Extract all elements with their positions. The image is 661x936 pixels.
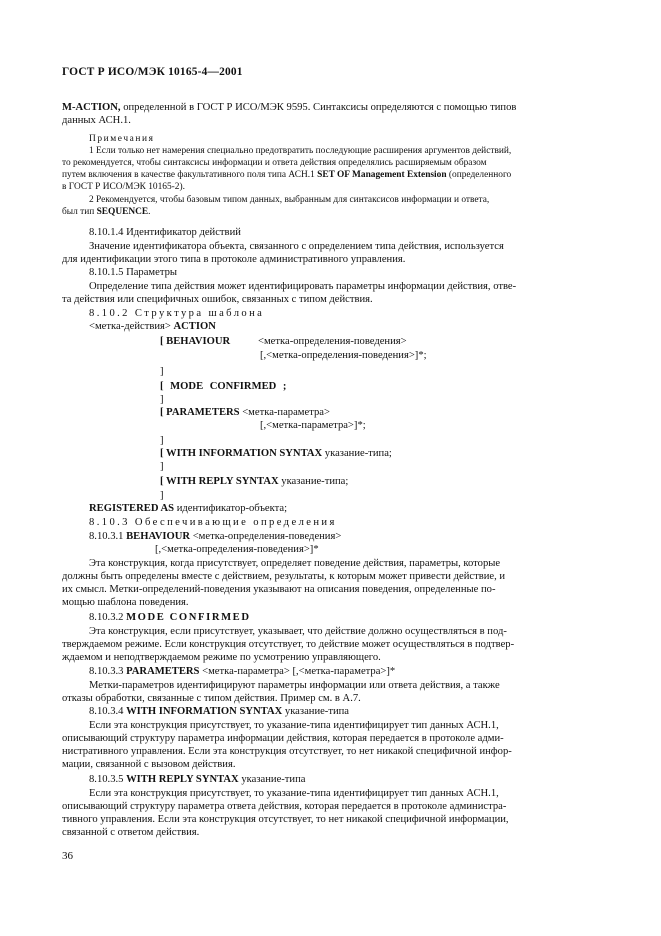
section-value: <метка-определения-поведения> <box>190 531 342 542</box>
keyword-with-information-syntax: WITH INFORMATION SYNTAX <box>126 706 283 717</box>
template-value: указание-типа; <box>322 448 392 459</box>
keyword-parameters: PARAMETERS <box>126 666 200 677</box>
template-registered-as <box>89 502 287 515</box>
section-number: 8.10.3.4 <box>89 706 127 717</box>
keyword-m-action: M-ACTION, <box>62 102 121 113</box>
keyword-with-reply-syntax: [ WITH REPLY SYNTAX <box>160 476 279 487</box>
keyword-sequence: SEQUENCE <box>96 207 149 217</box>
section-8-10-3-1-line-4: мощью шаблона поведения. <box>62 597 189 608</box>
keyword-behaviour: BEHAVIOUR <box>126 531 191 542</box>
template-mode-confirmed: [ MODE CONFIRMED ; <box>160 381 287 392</box>
note-1-line-4: в ГОСТ Р ИСО/МЭК 10165-2). <box>62 182 185 192</box>
note-text: (определенного <box>446 170 512 180</box>
keyword-action: ACTION <box>173 321 216 332</box>
template-behaviour-keyword: [ BEHAVIOUR <box>160 336 231 347</box>
section-8-10-1-4-line-1: Значение идентификатора объекта, связанного с определением типа действия, используется <box>89 241 504 252</box>
keyword-with-information-syntax: [ WITH INFORMATION SYNTAX <box>160 448 323 459</box>
keyword-mode-confirmed: MODE CONFIRMED <box>126 612 251 623</box>
section-number: 8.10.3.5 <box>89 774 127 785</box>
section-8-10-3-4-heading <box>89 705 349 718</box>
section-number: 8.10.3.2 <box>89 612 127 623</box>
section-value: указание-типа <box>238 774 306 785</box>
template-with-information-syntax <box>160 447 392 460</box>
template-value: <метка-параметра> <box>239 407 330 418</box>
template-behaviour-continuation: [,<метка-определения-поведения>]*; <box>260 350 427 361</box>
section-8-10-3-1-line-3: их смысл. Метки-определений-поведения указывают на описания поведения, определенные по- <box>62 584 496 595</box>
note-title: Примечания <box>89 134 155 144</box>
template-bracket-close: ] <box>160 394 164 405</box>
intro-text: определенной в ГОСТ Р ИСО/МЭК 9595. Синтаксисы определяются с помощью типов <box>120 102 517 113</box>
section-value: указание-типа <box>282 706 350 717</box>
template-bracket-close: ] <box>160 366 164 377</box>
template-bracket-close: ] <box>160 435 164 446</box>
note-1-line-2: то рекомендуется, чтобы синтаксисы информации и ответа действия определялись расширяемым образом <box>62 158 487 168</box>
section-8-10-3-5-line-1: Если эта конструкция присутствует, то указание-типа идентифицирует тип данных АСН.1, <box>89 788 499 799</box>
section-8-10-3-5-line-3: тивного управления. Если эта конструкция отсутствует, то нет никакой специфичной информации, <box>62 814 509 825</box>
template-open <box>89 320 216 333</box>
section-number: 8.10.3.3 <box>89 666 127 677</box>
section-8-10-2-heading: 8.10.2 Структура шаблона <box>89 308 265 319</box>
section-8-10-3-3-line-1: Метки-параметров идентифицируют параметры информации или ответа действия, а также <box>89 680 500 691</box>
section-8-10-1-4-heading: 8.10.1.4 Идентификатор действий <box>89 227 241 238</box>
keyword-registered-as: REGISTERED AS <box>89 503 175 514</box>
note-text: был тип <box>62 207 97 217</box>
section-8-10-3-2-heading <box>89 611 251 624</box>
note-2-line-2 <box>62 206 151 219</box>
section-8-10-3-2-line-2: тверждаемом режиме. Если конструкция отсутствует, то действие может осуществляться в подтвер- <box>62 639 515 650</box>
section-8-10-3-1-continuation: [,<метка-определения-поведения>]* <box>155 544 319 555</box>
template-bracket-close: ] <box>160 461 164 472</box>
page-number: 36 <box>62 850 73 862</box>
intro-line-1 <box>62 101 516 114</box>
section-8-10-3-5-line-2: описывающий структуру параметра ответа действия, которая передается в протоколе администра- <box>62 801 507 812</box>
section-value: <метка-параметра> [,<метка-параметра>]* <box>199 666 396 677</box>
page-header-code: ГОСТ Р ИСО/МЭК 10165-4—2001 <box>62 66 243 78</box>
note-2-line-1: 2 Рекомендуется, чтобы базовым типом данных, выбранным для синтаксисов информации и ответа, <box>89 195 490 205</box>
section-8-10-3-2-line-3: ждаемом и неподтверждаемом режиме по усмотрению управляющего. <box>62 652 381 663</box>
section-8-10-3-4-line-3: нистративного управления. Если эта конструкция отсутствует, то нет никакой специфичной инфор- <box>62 746 512 757</box>
section-8-10-3-1-line-2: должны быть определены вместе с действием, результаты, к которым может привести действие, и <box>62 571 506 582</box>
section-number: 8.10.3.1 <box>89 531 127 542</box>
template-with-reply-syntax <box>160 475 348 488</box>
note-1-line-1: 1 Если только нет намерения специально предотвратить последующие расширения аргументов действий, <box>89 146 512 156</box>
section-8-10-3-4-line-2: описывающий структуру параметра информации действия, которая передается в протоколе адми- <box>62 733 504 744</box>
section-8-10-3-3-heading <box>89 665 395 678</box>
template-value: указание-типа; <box>278 476 349 487</box>
template-behaviour-value: <метка-определения-поведения> <box>258 336 407 347</box>
section-8-10-3-5-heading <box>89 773 305 786</box>
section-8-10-1-5-heading: 8.10.1.5 Параметры <box>89 267 178 278</box>
intro-line-2: данных АСН.1. <box>62 115 131 126</box>
template-value: идентификатор-объекта; <box>174 503 288 514</box>
section-8-10-1-4-line-2: для идентификации этого типа в протоколе административного управления. <box>62 254 406 265</box>
template-parameters-continuation: [,<метка-параметра>]*; <box>260 420 366 431</box>
section-8-10-1-5-line-1: Определение типа действия может идентифицировать параметры информации действия, отве- <box>89 281 517 292</box>
template-parameters <box>160 406 330 419</box>
section-8-10-3-heading: 8.10.3 Обеспечивающие определения <box>89 517 337 528</box>
section-8-10-3-1-heading <box>89 530 341 543</box>
section-8-10-3-1-line-1: Эта конструкция, когда присутствует, определяет поведение действия, параметры, которые <box>89 558 501 569</box>
section-8-10-1-5-line-2: та действия или специфичных ошибок, связанных с типом действия. <box>62 294 373 305</box>
template-label: <метка-действия> <box>89 321 174 332</box>
keyword-set-of-management-extension: SET OF Management Extension <box>317 170 447 180</box>
note-text: . <box>148 207 151 217</box>
keyword-parameters: [ PARAMETERS <box>160 407 240 418</box>
section-8-10-3-4-line-1: Если эта конструкция присутствует, то указание-типа идентифицирует тип данных АСН.1, <box>89 720 499 731</box>
section-8-10-3-4-line-4: мации, связанной с вызовом действия. <box>62 759 236 770</box>
section-8-10-3-2-line-1: Эта конструкция, если присутствует, указывает, что действие должно осуществляться в под- <box>89 626 507 637</box>
template-bracket-close: ] <box>160 490 164 501</box>
keyword-with-reply-syntax: WITH REPLY SYNTAX <box>126 774 239 785</box>
section-8-10-3-5-line-4: связанной с ответом действия. <box>62 827 200 838</box>
note-text: путем включения в качестве факультативного поля типа АСН.1 <box>62 170 318 180</box>
section-8-10-3-3-line-2: отказы обработки, связанные с типом действия. Пример см. в А.7. <box>62 693 361 704</box>
